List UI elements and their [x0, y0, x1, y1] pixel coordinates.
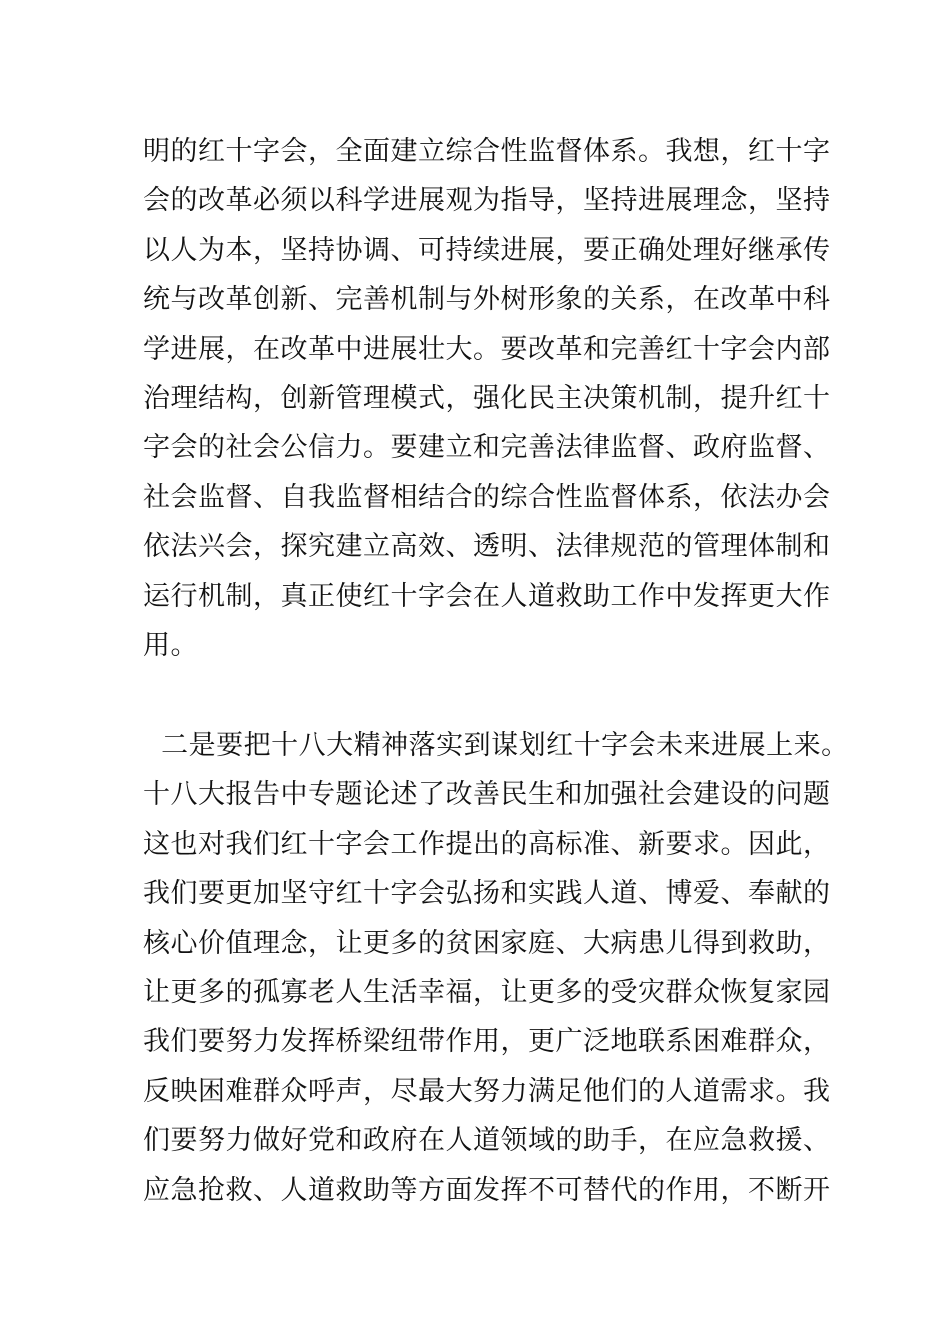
text-line: 十八大报告中专题论述了改善民生和加强社会建设的问题 [143, 779, 831, 811]
text-line: 运行机制，真正使红十字会在人道救助工作中发挥更大作 [143, 580, 831, 612]
text-line: 治理结构，创新管理模式，强化民主决策机制，提升红十 [143, 382, 831, 414]
text-line: 核心价值理念，让更多的贫困家庭、大病患儿得到救助， [143, 927, 831, 959]
text-line: 让更多的孤寡老人生活幸福，让更多的受灾群众恢复家园 [143, 976, 831, 1008]
text-line: 这也对我们红十字会工作提出的高标准、新要求。因此， [143, 828, 831, 860]
text-line: 我们要努力发挥桥梁纽带作用，更广泛地联系困难群众， [143, 1026, 831, 1058]
text-line: 学进展，在改革中进展壮大。要改革和完善红十字会内部 [143, 333, 831, 365]
text-line: 明的红十字会，全面建立综合性监督体系。我想，红十字 [143, 136, 831, 167]
text-line: 会的改革必须以科学进展观为指导，坚持进展理念，坚持 [143, 185, 831, 217]
text-line: 用。 [143, 629, 198, 661]
text-line: 应急抢救、人道救助等方面发挥不可替代的作用，不断开 [143, 1174, 831, 1206]
text-line: 二是要把十八大精神落实到谋划红十字会未来进展上来。 [143, 730, 849, 761]
text-line: 我们要更加坚守红十字会弘扬和实践人道、博爱、奉献的 [143, 878, 831, 910]
text-line: 们要努力做好党和政府在人道领域的助手，在应急救援、 [143, 1125, 831, 1157]
text-line: 以人为本，坚持协调、可持续进展，要正确处理好继承传 [143, 234, 831, 266]
text-line: 字会的社会公信力。要建立和完善法律监督、政府监督、 [143, 432, 831, 464]
text-line: 统与改革创新、完善机制与外树形象的关系，在改革中科 [143, 284, 831, 316]
text-line [143, 1215, 823, 1264]
paragraph-1 [143, 127, 831, 670]
paragraph-2 [143, 721, 849, 1264]
text-line: 社会监督、自我监督相结合的综合性监督体系，依法办会 [143, 481, 831, 513]
text-line: 依法兴会，探究建立高效、透明、法律规范的管理体制和 [143, 531, 831, 563]
text-line: 反映困难群众呼声，尽最大努力满足他们的人道需求。我 [143, 1075, 831, 1107]
